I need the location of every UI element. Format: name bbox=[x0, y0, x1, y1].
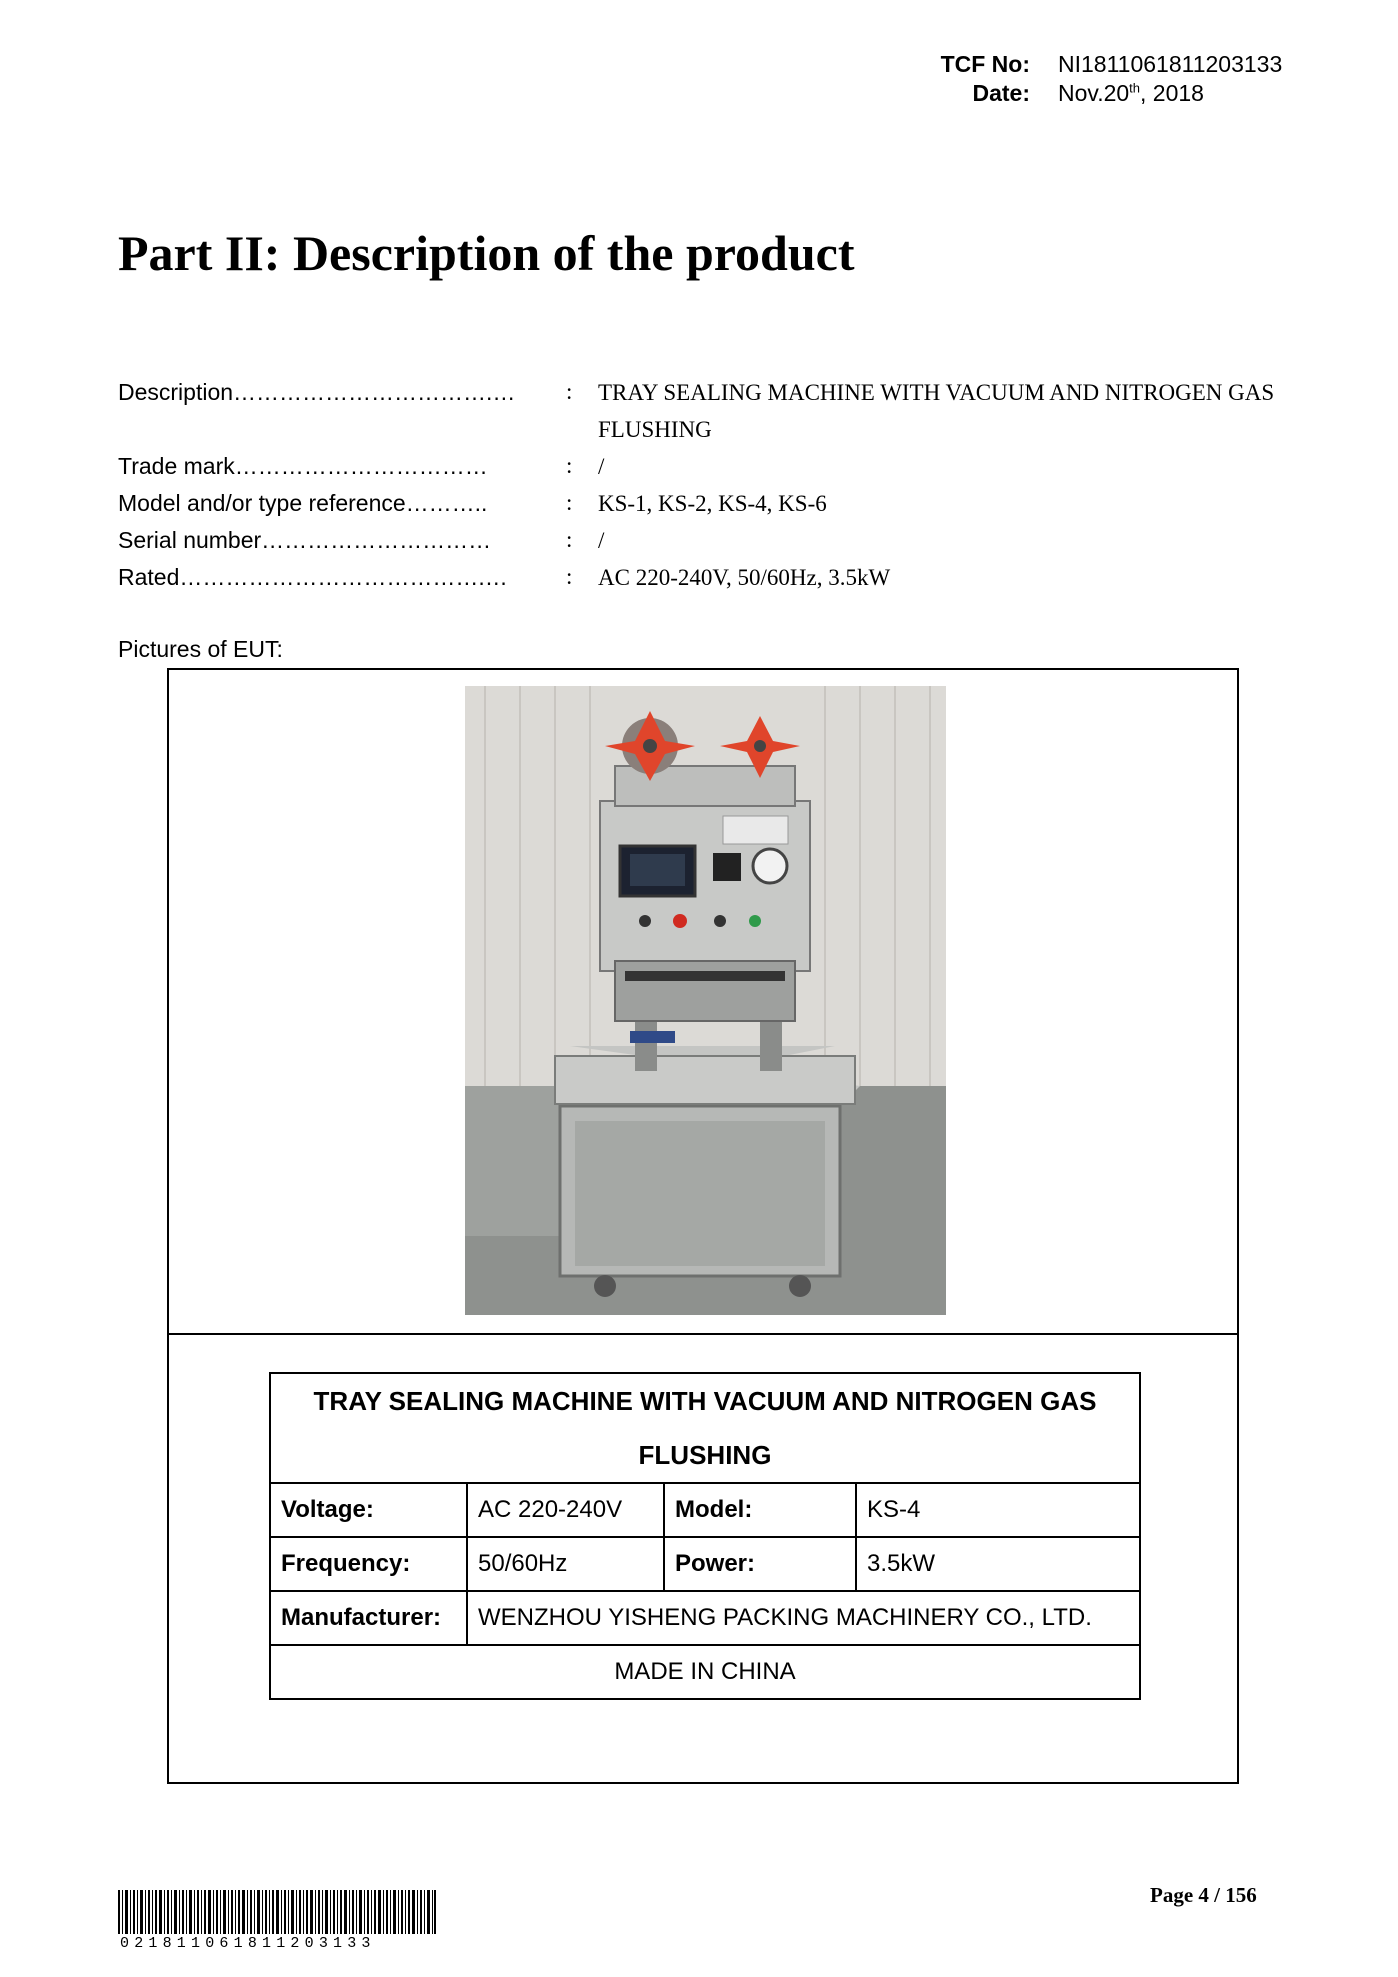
power-label: Power: bbox=[664, 1537, 856, 1591]
trade-mark-row bbox=[118, 448, 1278, 485]
model-value: KS-1, KS-2, KS-4, KS-6 bbox=[598, 491, 827, 516]
product-description-list bbox=[118, 374, 1278, 596]
date-value: Nov.20th, 2018 bbox=[1058, 80, 1204, 106]
date-label: Date: bbox=[972, 80, 1030, 106]
barcode-icon bbox=[118, 1890, 436, 1934]
pictures-label: Pictures of EUT: bbox=[118, 636, 283, 662]
colon: : bbox=[566, 527, 573, 552]
description-label: Description…………………………….… bbox=[118, 379, 516, 405]
serial-number-label: Serial number………………………… bbox=[118, 527, 492, 553]
rated-label: Rated………………………………….… bbox=[118, 564, 508, 590]
barcode-number: 021811061811203133 bbox=[120, 1935, 376, 1952]
colon: : bbox=[566, 564, 573, 589]
voltage-label: Voltage: bbox=[270, 1483, 467, 1537]
page-title: Part II: Description of the product bbox=[118, 225, 855, 281]
tcf-label: TCF No: bbox=[940, 51, 1030, 77]
manufacturer-value: WENZHOU YISHENG PACKING MACHINERY CO., LTD. bbox=[467, 1591, 1140, 1645]
rated-row bbox=[118, 559, 1278, 596]
rated-value: AC 220-240V, 50/60Hz, 3.5kW bbox=[598, 565, 891, 590]
serial-number-value: / bbox=[598, 528, 605, 553]
tcf-number: NI1811061811203133 bbox=[1058, 51, 1283, 77]
frame-divider bbox=[169, 1333, 1237, 1335]
machine-photo bbox=[465, 686, 946, 1315]
description-value: TRAY SEALING MACHINE WITH VACUUM AND NITROGEN GAS FLUSHING bbox=[598, 380, 1275, 442]
description-row bbox=[118, 374, 1278, 448]
model-value: KS-4 bbox=[856, 1483, 1140, 1537]
frequency-label: Frequency: bbox=[270, 1537, 467, 1591]
model-label: Model: bbox=[664, 1483, 856, 1537]
trade-mark-label: Trade mark…………………………… bbox=[118, 453, 488, 479]
colon: : bbox=[566, 453, 573, 478]
power-value: 3.5kW bbox=[856, 1537, 1140, 1591]
frequency-value: 50/60Hz bbox=[467, 1537, 664, 1591]
rating-plate-table bbox=[269, 1372, 1141, 1700]
rating-plate-heading: TRAY SEALING MACHINE WITH VACUUM AND NITROGEN GAS FLUSHING bbox=[270, 1373, 1140, 1483]
serial-number-row bbox=[118, 522, 1278, 559]
model-row bbox=[118, 485, 1278, 522]
colon: : bbox=[566, 490, 573, 515]
colon: : bbox=[566, 379, 573, 404]
voltage-value: AC 220-240V bbox=[467, 1483, 664, 1537]
manufacturer-label: Manufacturer: bbox=[270, 1591, 467, 1645]
trade-mark-value: / bbox=[598, 454, 605, 479]
origin-label: MADE IN CHINA bbox=[270, 1645, 1140, 1699]
eut-pictures-frame bbox=[167, 668, 1239, 1784]
tray-sealing-machine-image bbox=[465, 686, 946, 1315]
page-number: Page 4 / 156 bbox=[1150, 1883, 1257, 1907]
model-label: Model and/or type reference……….. bbox=[118, 490, 488, 516]
